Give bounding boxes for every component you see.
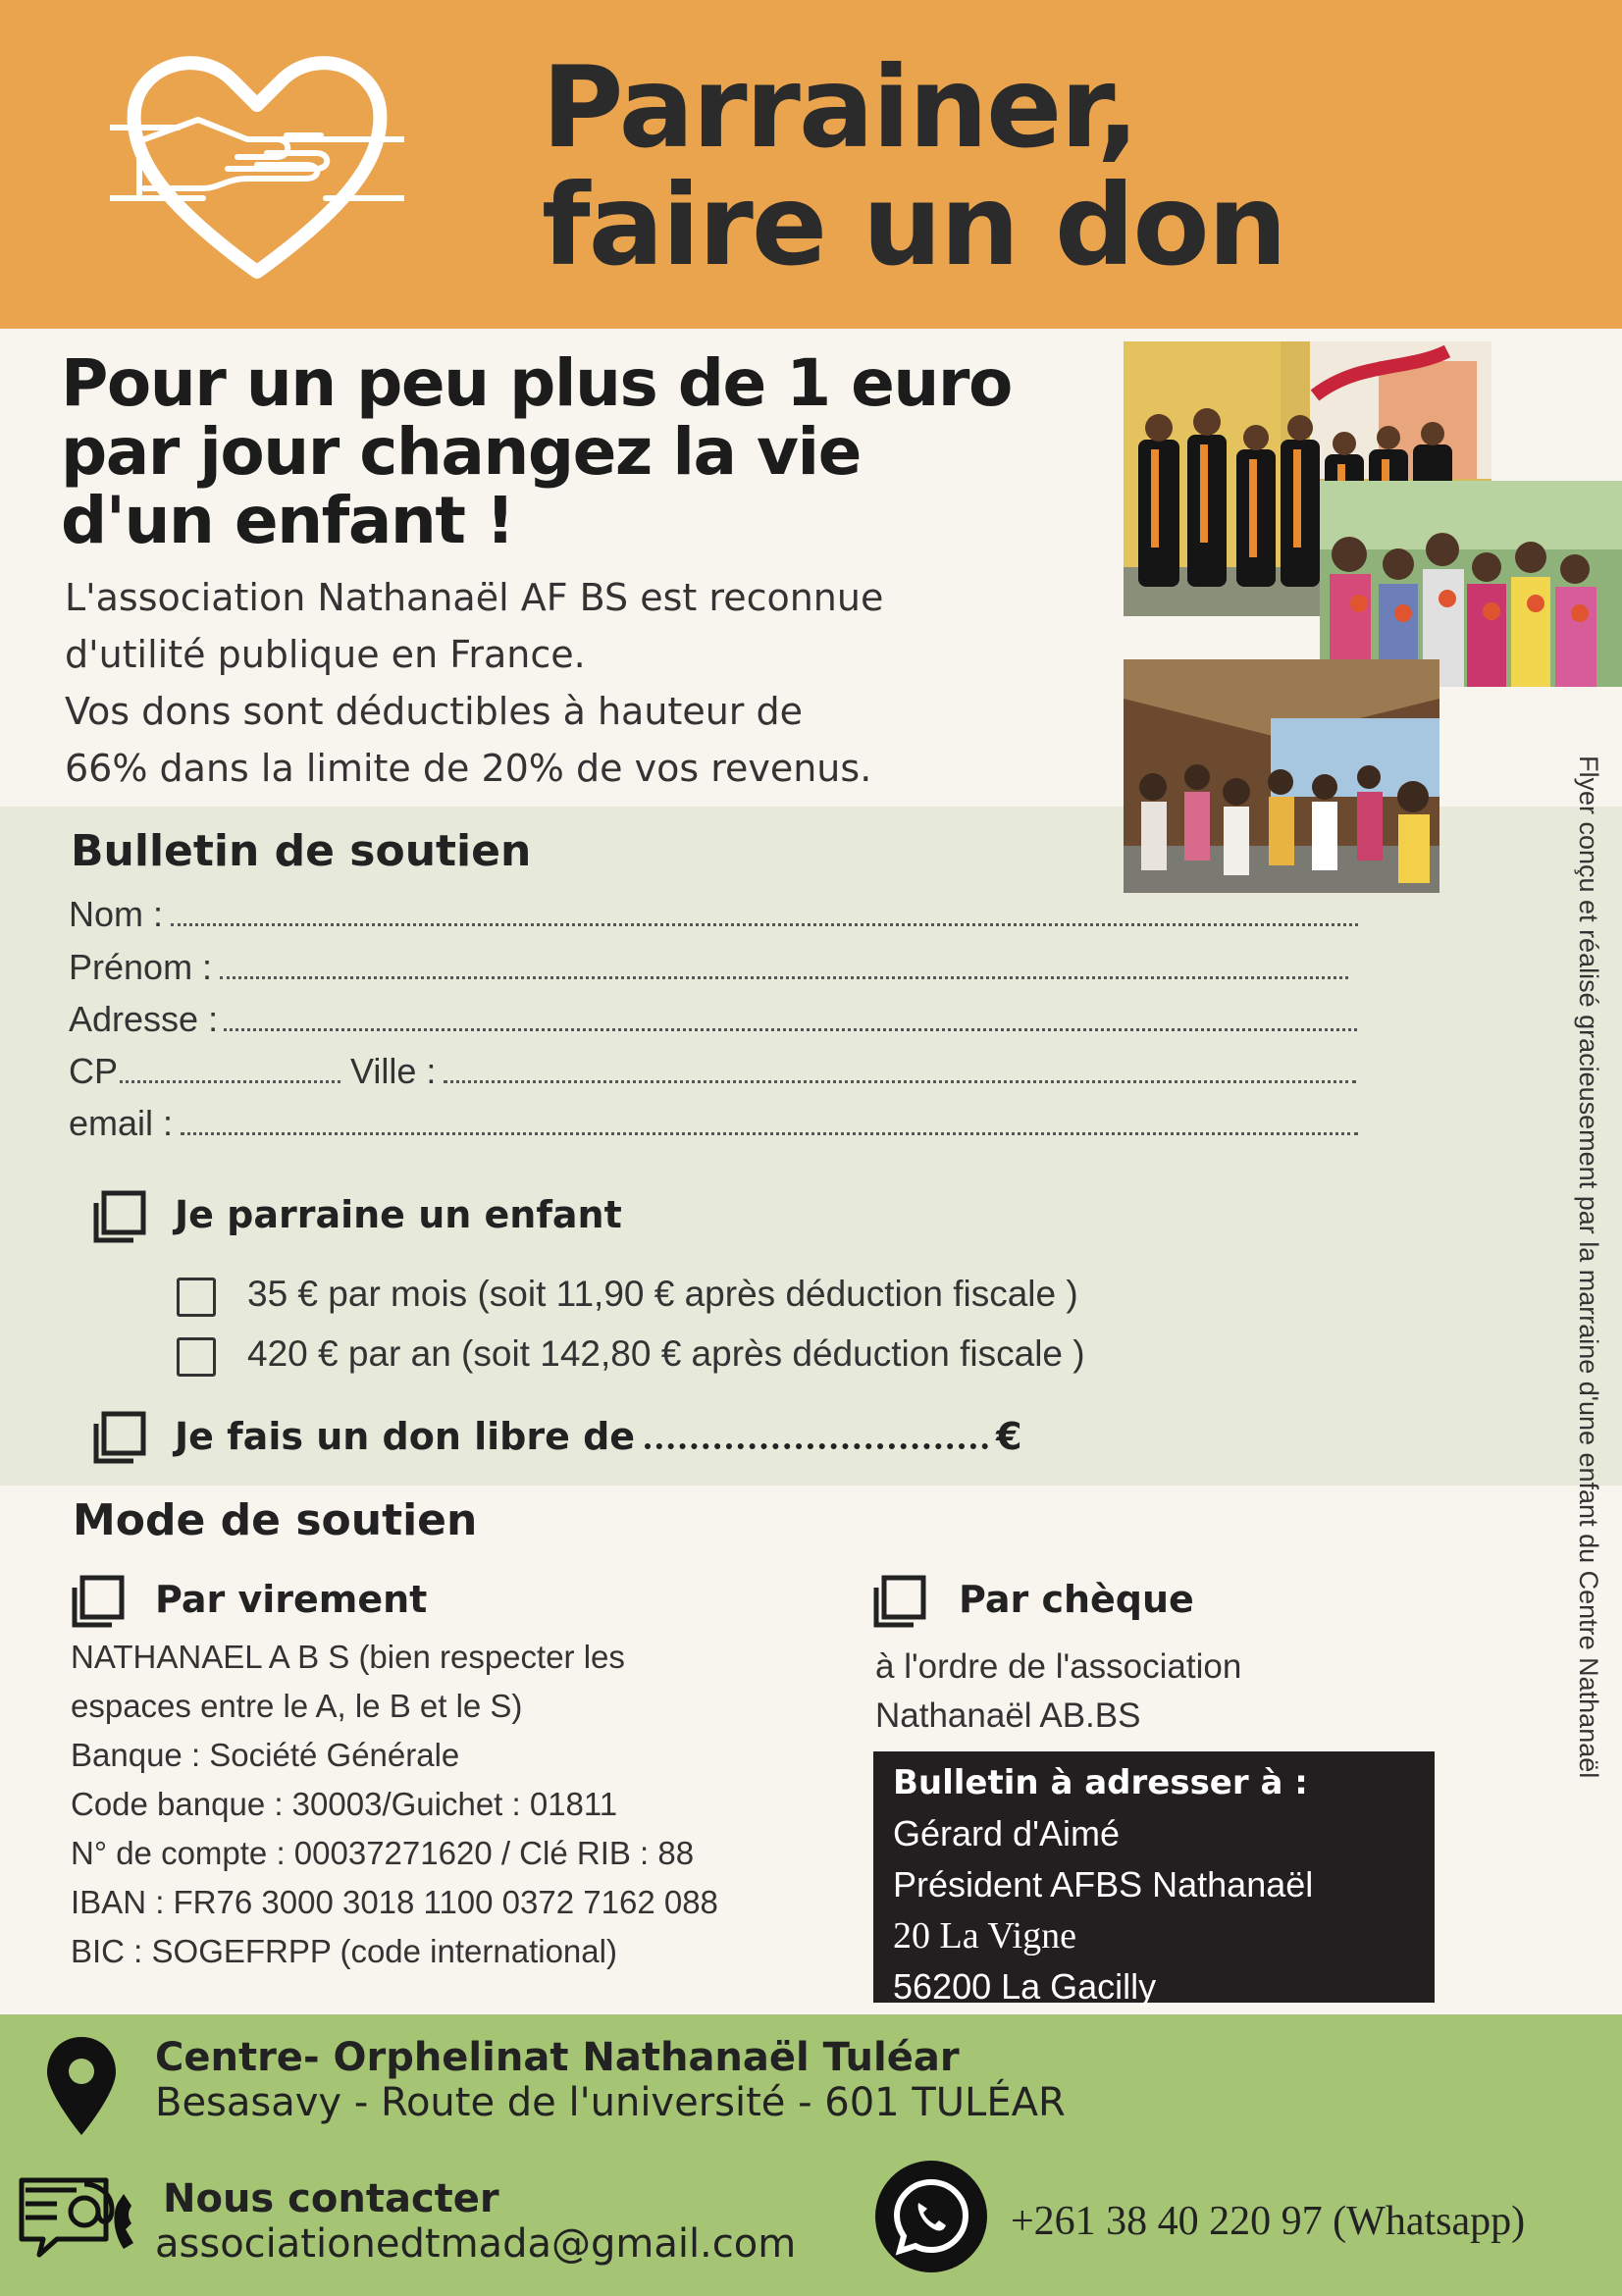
map-pin-icon bbox=[43, 2033, 120, 2139]
address-line: Président AFBS Nathanaël bbox=[893, 1864, 1314, 1905]
don-libre-amount-line[interactable] bbox=[645, 1443, 988, 1449]
virement-line: Code banque : 30003/Guichet : 01811 bbox=[71, 1786, 618, 1822]
ville-label: Ville : bbox=[350, 1051, 437, 1091]
hall-photo bbox=[1124, 659, 1439, 893]
option-yearly-checkbox[interactable] bbox=[177, 1337, 216, 1377]
credit-text: Flyer conçu et réalisé gracieusement par la marraine d'une enfant du Centre Nathanaël bbox=[1574, 756, 1603, 1779]
email-phone-icon bbox=[18, 2170, 145, 2265]
adresse-field[interactable] bbox=[69, 994, 1357, 1045]
email-field[interactable] bbox=[69, 1098, 1358, 1149]
prenom-field[interactable] bbox=[69, 942, 1348, 993]
address-box-title: Bulletin à adresser à : bbox=[893, 1763, 1308, 1802]
don-libre-row bbox=[175, 1415, 1022, 1458]
address-line: Gérard d'Aimé bbox=[893, 1813, 1120, 1853]
virement-line: NATHANAEL A B S (bien respecter les bbox=[71, 1639, 625, 1675]
nom-line[interactable] bbox=[171, 923, 1358, 926]
cp-ville-field[interactable] bbox=[69, 1046, 1356, 1097]
cp-line[interactable] bbox=[120, 1080, 340, 1083]
prenom-line[interactable] bbox=[220, 976, 1348, 979]
virement-line: espaces entre le A, le B et le S) bbox=[71, 1688, 523, 1724]
option-monthly-label: 35 € par mois (soit 11,90 € après déduction fiscale ) bbox=[247, 1274, 1078, 1314]
contact-title: Nous contacter bbox=[163, 2176, 499, 2221]
heart-handshake-icon bbox=[110, 41, 404, 296]
credit-vertical bbox=[1570, 756, 1609, 1992]
address-line: 56200 La Gacilly bbox=[893, 1966, 1157, 2007]
prenom-label: Prénom : bbox=[69, 947, 213, 987]
virement-line: Banque : Société Générale bbox=[71, 1737, 460, 1773]
address-box bbox=[873, 1751, 1435, 2007]
title-line-1: Parrainer, bbox=[542, 42, 1138, 173]
virement-line: BIC : SOGEFRPP (code international) bbox=[71, 1933, 617, 1969]
contact-phone[interactable]: +261 38 40 220 97 (Whatsapp) bbox=[1011, 2199, 1526, 2244]
intro-line: L'association Nathanaël AF BS est reconnue bbox=[65, 576, 884, 619]
ville-line[interactable] bbox=[444, 1080, 1356, 1083]
don-libre-label: Je fais un don libre de bbox=[175, 1415, 636, 1458]
centre-name: Centre- Orphelinat Nathanaël Tuléar bbox=[155, 2035, 960, 2080]
virement-details bbox=[71, 1633, 718, 1976]
intro-line: 66% dans la limite de 20% de vos revenus. bbox=[65, 747, 872, 790]
intro-line: d'utilité publique en France. bbox=[65, 633, 586, 676]
lead-headline bbox=[61, 345, 1042, 558]
parrainage-checkbox-icon[interactable] bbox=[90, 1189, 147, 1246]
email-label: email : bbox=[69, 1103, 174, 1143]
cheque-line: à l'ordre de l'association bbox=[875, 1647, 1242, 1686]
cp-label: CP bbox=[69, 1051, 119, 1091]
lead-line: Pour un peu plus de 1 euro bbox=[61, 345, 1012, 421]
virement-checkbox-icon[interactable] bbox=[69, 1574, 126, 1631]
page-title bbox=[542, 42, 1285, 290]
virement-line: N° de compte : 00037271620 / Clé RIB : 88 bbox=[71, 1835, 695, 1871]
nom-label: Nom : bbox=[69, 894, 164, 934]
don-libre-checkbox-icon[interactable] bbox=[90, 1410, 147, 1467]
adresse-line[interactable] bbox=[224, 1028, 1357, 1031]
contact-email[interactable]: associationedtmada@gmail.com bbox=[155, 2221, 797, 2267]
intro-line: Vos dons sont déductibles à hauteur de bbox=[65, 690, 803, 733]
email-line[interactable] bbox=[181, 1132, 1358, 1135]
cheque-details bbox=[875, 1643, 1241, 1741]
centre-address: Besasavy - Route de l'université - 601 TULÉAR bbox=[155, 2080, 1066, 2125]
children-photo bbox=[1320, 481, 1622, 687]
intro-text bbox=[65, 569, 883, 797]
adresse-label: Adresse : bbox=[69, 999, 219, 1039]
don-libre-currency: € bbox=[996, 1415, 1022, 1458]
title-line-2: faire un don bbox=[542, 160, 1285, 290]
cheque-checkbox-icon[interactable] bbox=[870, 1574, 927, 1631]
cheque-line: Nathanaël AB.BS bbox=[875, 1696, 1141, 1735]
bulletin-title: Bulletin de soutien bbox=[71, 826, 532, 876]
virement-line: IBAN : FR76 3000 3018 1100 0372 7162 088 bbox=[71, 1884, 718, 1920]
mode-title: Mode de soutien bbox=[73, 1495, 478, 1545]
parrainage-title: Je parraine un enfant bbox=[175, 1193, 622, 1236]
nom-field[interactable] bbox=[69, 889, 1358, 940]
cheque-title: Par chèque bbox=[959, 1578, 1194, 1621]
virement-title: Par virement bbox=[155, 1578, 428, 1621]
lead-line: d'un enfant ! bbox=[61, 483, 514, 558]
address-line: 20 La Vigne bbox=[893, 1915, 1076, 1957]
option-yearly-label: 420 € par an (soit 142,80 € après déduction fiscale ) bbox=[247, 1333, 1085, 1374]
lead-line: par jour changez la vie bbox=[61, 414, 861, 490]
whatsapp-icon bbox=[873, 2159, 989, 2274]
option-monthly-checkbox[interactable] bbox=[177, 1278, 216, 1317]
